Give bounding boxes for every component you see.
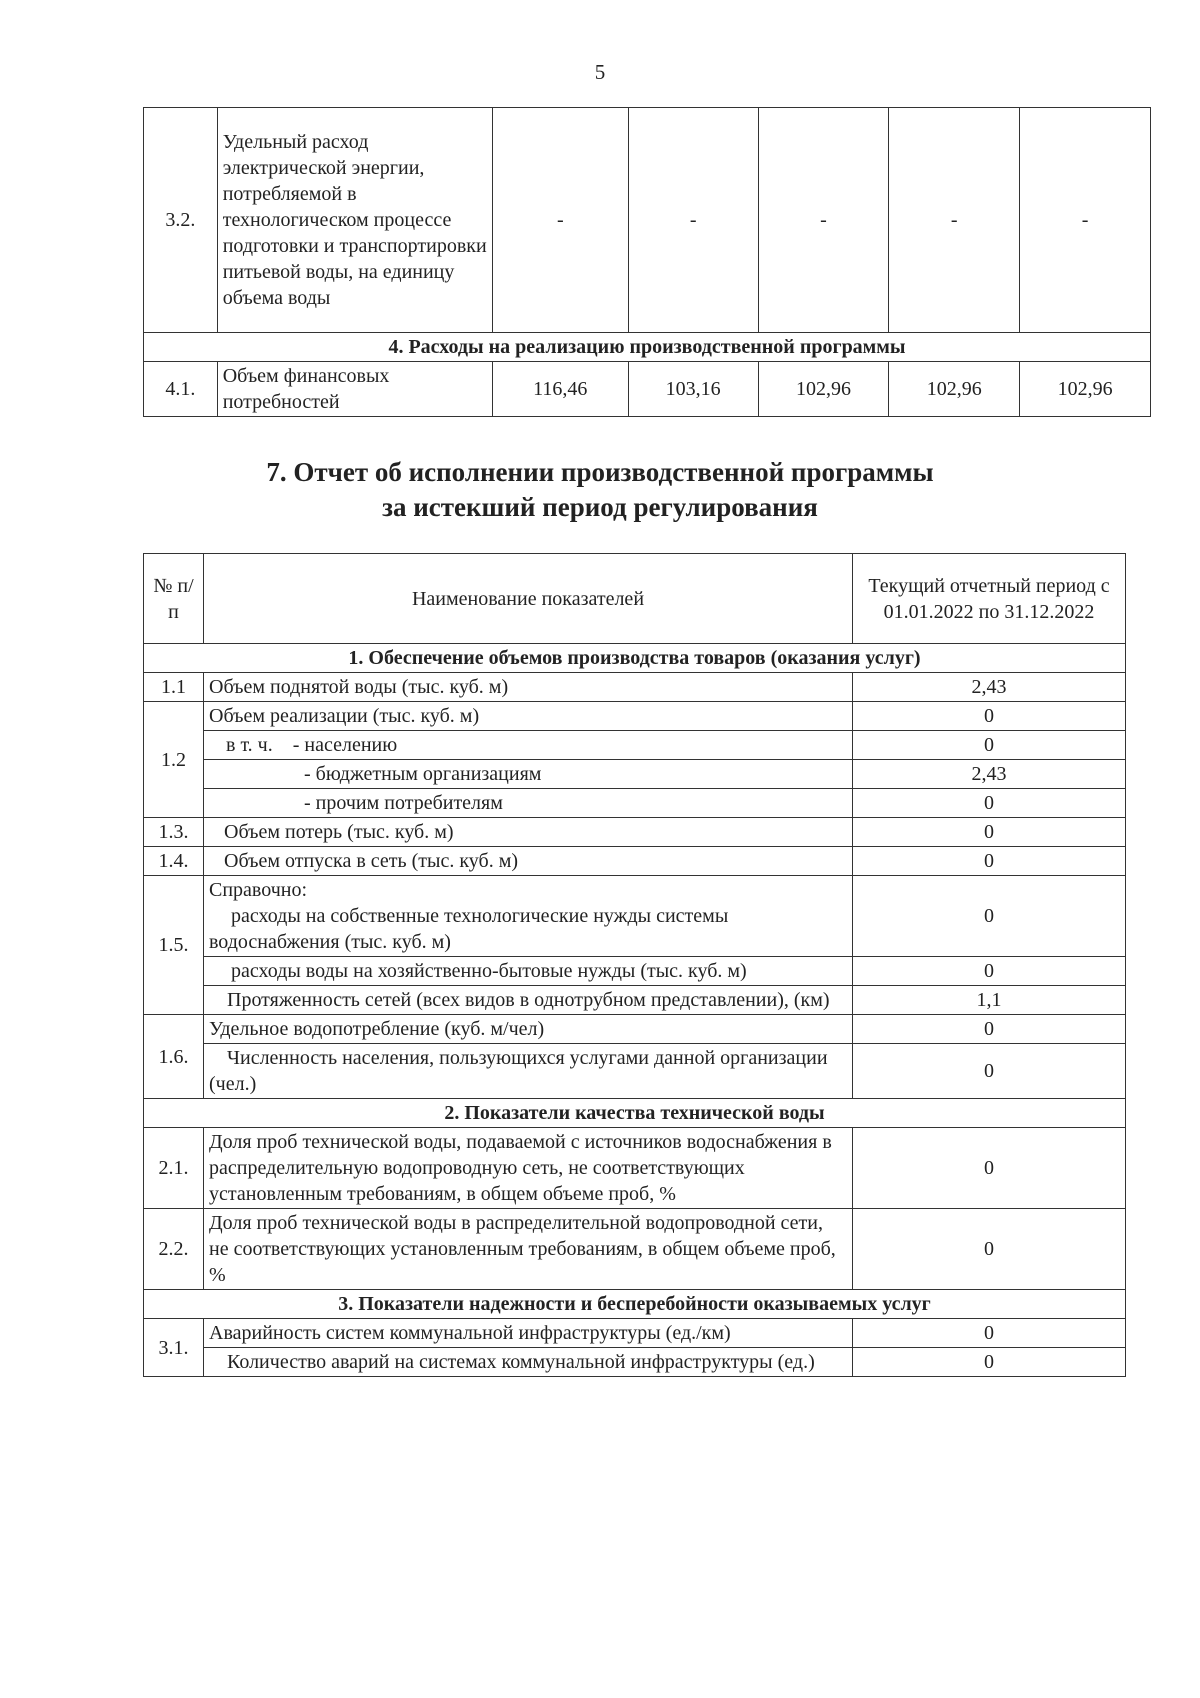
value-cell: 2,43: [853, 760, 1126, 789]
indicator-name: Доля проб технической воды, подаваемой с источников водоснабжения в распределительную водопроводную сеть, не соответствующих установленным требованиям, в общем объеме проб, %: [204, 1128, 853, 1209]
value-cell: 2,43: [853, 673, 1126, 702]
reference-label: Справочно:: [209, 879, 308, 901]
indicator-name: Объем отпуска в сеть (тыс. куб. м): [204, 847, 853, 876]
table-row: [144, 1319, 1126, 1348]
page-number: 5: [594, 60, 606, 84]
value-cell: -: [628, 108, 758, 333]
indicator-name: в т. ч. - населению: [204, 731, 853, 760]
table-row: [144, 818, 1126, 847]
row-number: 1.3.: [144, 818, 204, 847]
table-row: [144, 760, 1126, 789]
table-row: [144, 847, 1126, 876]
section-row: [144, 644, 1126, 673]
heading-line-2: за истекший период регулирования: [382, 492, 818, 523]
value-cell: 116,46: [492, 362, 628, 417]
report-table: [143, 553, 1126, 1377]
indicator-name: - бюджетным организациям: [204, 760, 853, 789]
value-cell: -: [758, 108, 889, 333]
table-row: [144, 957, 1126, 986]
row-number: 2.2.: [144, 1209, 204, 1290]
value-cell: -: [889, 108, 1020, 333]
table-row: [144, 362, 1151, 417]
table-row: [144, 731, 1126, 760]
table-row: [144, 702, 1126, 731]
row-number: 4.1.: [144, 362, 218, 417]
value-cell: 0: [853, 1209, 1126, 1290]
table-row: [144, 1128, 1126, 1209]
indicator-name: Объем поднятой воды (тыс. куб. м): [204, 673, 853, 702]
header-period: Текущий отчетный период с 01.01.2022 по 31.12.2022: [853, 554, 1126, 644]
row-number: 1.5.: [144, 876, 204, 1015]
indicator-name: расходы воды на хозяйственно-бытовые нужды (тыс. куб. м): [204, 957, 853, 986]
value-cell: -: [492, 108, 628, 333]
value-cell: 0: [853, 1044, 1126, 1099]
section-row: [144, 333, 1151, 362]
section-title: 4. Расходы на реализацию производственной программы: [144, 333, 1151, 362]
section-row: [144, 1099, 1126, 1128]
indicator-name: Доля проб технической воды в распределительной водопроводной сети, не соответствующих установленным требованиям, в общем объеме проб, %: [204, 1209, 853, 1290]
indicator-name: Протяженность сетей (всех видов в однотрубном представлении), (км): [204, 986, 853, 1015]
value-cell: 0: [853, 1319, 1126, 1348]
value-cell: -: [1020, 108, 1151, 333]
header-row: [144, 554, 1126, 644]
row-number: 1.1: [144, 673, 204, 702]
row-number: 3.2.: [144, 108, 218, 333]
header-name: Наименование показателей: [204, 554, 853, 644]
table-row: [144, 1348, 1126, 1377]
indicator-name: расходы на собственные технологические нужды системы водоснабжения (тыс. куб. м): [209, 905, 729, 953]
table-row: [144, 1209, 1126, 1290]
value-cell: 0: [853, 818, 1126, 847]
value-cell: 0: [853, 957, 1126, 986]
indicator-name: Удельное водопотребление (куб. м/чел): [204, 1015, 853, 1044]
production-program-table-continued: [143, 107, 1151, 417]
header-num: № п/п: [144, 554, 204, 644]
indicator-name: Объем финансовых потребностей: [217, 362, 492, 417]
indicator-name: Объем реализации (тыс. куб. м): [204, 702, 853, 731]
table-row: [144, 108, 1151, 333]
section-title: 2. Показатели качества технической воды: [144, 1099, 1126, 1128]
value-cell: 0: [853, 789, 1126, 818]
indicator-name: - прочим потребителям: [204, 789, 853, 818]
indicator-name: Количество аварий на системах коммунальной инфраструктуры (ед.): [204, 1348, 853, 1377]
value-cell: 102,96: [758, 362, 889, 417]
value-cell: 1,1: [853, 986, 1126, 1015]
row-number: 1.6.: [144, 1015, 204, 1099]
row-number: 1.2: [144, 702, 204, 818]
value-cell: 0: [853, 1015, 1126, 1044]
table-row: [144, 876, 1126, 957]
indicator-name: Удельный расход электрической энергии, потребляемой в технологическом процессе подготовки и транспортировки питьевой воды, на единицу объема воды: [217, 108, 492, 333]
indicator-cell: [204, 876, 853, 957]
row-number: 2.1.: [144, 1128, 204, 1209]
value-cell: 102,96: [1020, 362, 1151, 417]
indicator-name: Аварийность систем коммунальной инфраструктуры (ед./км): [204, 1319, 853, 1348]
value-cell: 0: [853, 876, 1126, 957]
table-row: [144, 986, 1126, 1015]
value-cell: 0: [853, 847, 1126, 876]
indicator-name: Объем потерь (тыс. куб. м): [204, 818, 853, 847]
value-cell: 102,96: [889, 362, 1020, 417]
value-cell: 0: [853, 702, 1126, 731]
table-row: [144, 789, 1126, 818]
value-cell: 0: [853, 1348, 1126, 1377]
section-heading: [0, 455, 1200, 525]
table-row: [144, 1015, 1126, 1044]
section-title: 1. Обеспечение объемов производства товаров (оказания услуг): [144, 644, 1126, 673]
section-title: 3. Показатели надежности и бесперебойности оказываемых услуг: [144, 1290, 1126, 1319]
heading-line-1: 7. Отчет об исполнении производственной программы: [266, 457, 934, 487]
value-cell: 103,16: [628, 362, 758, 417]
indicator-name: Численность населения, пользующихся услугами данной организации (чел.): [204, 1044, 853, 1099]
table-row: [144, 673, 1126, 702]
section-row: [144, 1290, 1126, 1319]
value-cell: 0: [853, 1128, 1126, 1209]
row-number: 3.1.: [144, 1319, 204, 1377]
row-number: 1.4.: [144, 847, 204, 876]
table-row: [144, 1044, 1126, 1099]
value-cell: 0: [853, 731, 1126, 760]
